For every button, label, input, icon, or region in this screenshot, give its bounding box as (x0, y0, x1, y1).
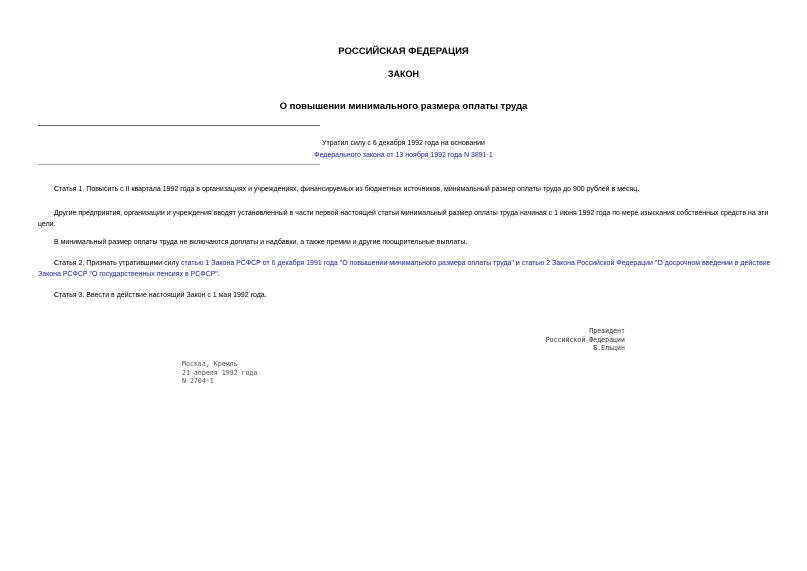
signature-name: Б.Ельцин (593, 344, 625, 353)
place-location: Москва, Кремль (182, 360, 238, 368)
status-divider-bottom (38, 164, 320, 165)
document-title: О повышении минимального размера оплаты труда (279, 101, 528, 112)
signature-title: Президент (589, 327, 625, 335)
signature-subtitle: Российской Федерации (545, 335, 625, 344)
place-number: N 2704-1 (182, 377, 214, 386)
place-date-block (182, 360, 257, 386)
article-2-end: . (217, 271, 220, 278)
article-3-paragraph: Статья 3. Ввести в действие настоящий Закон с 1 мая 1992 года. (54, 292, 267, 299)
article-2-link-1[interactable]: статью 1 Закона РСФСР от 6 декабря 1991 года "О повышении минимального размера оплаты труда" (181, 260, 514, 267)
place-date: 21 апреля 1992 года (182, 368, 258, 377)
country-heading: РОССИЙСКАЯ ФЕДЕРАЦИЯ (338, 46, 469, 57)
status-note-text: Утратил силу с 6 декабря 1992 года на основании (322, 140, 485, 147)
article-1-paragraph-2: Другие предприятия, организации и учреждения вводят установленный в части первой настоящей статьи минимальный размер оплаты труда начиная с 1 июня 1992 года по мере изыскания собственных средств на эти цели. (38, 210, 769, 228)
article-1-paragraph-3: В минимальный размер оплаты труда не включаются доплаты и надбавки, а также премии и другие поощрительные выплаты. (54, 239, 468, 246)
article-2-link-2[interactable]: статью 2 Закона Российской Федерации "О досрочном введении в действие Закона РСФСР "О государственных пенсиях в РСФСР" (38, 260, 771, 278)
article-1-paragraph-1: Статья 1. Повысить с II квартала 1992 года в организациях и учреждениях, финансируемых из бюджетных источников, минимальный размер оплаты труда до 900 рублей в месяц. (54, 186, 640, 193)
article-2-conjunction: и (513, 260, 522, 267)
status-divider-top (38, 125, 320, 126)
doc-type-heading: ЗАКОН (387, 69, 420, 79)
article-2-paragraph (38, 258, 772, 280)
status-note (0, 138, 807, 162)
article-2-text: Статья 2. Признать утратившими силу (54, 260, 182, 267)
signature-block (546, 327, 625, 353)
status-note-link[interactable]: Федерального закона от 13 ноября 1992 года N 3891-1 (314, 152, 493, 159)
